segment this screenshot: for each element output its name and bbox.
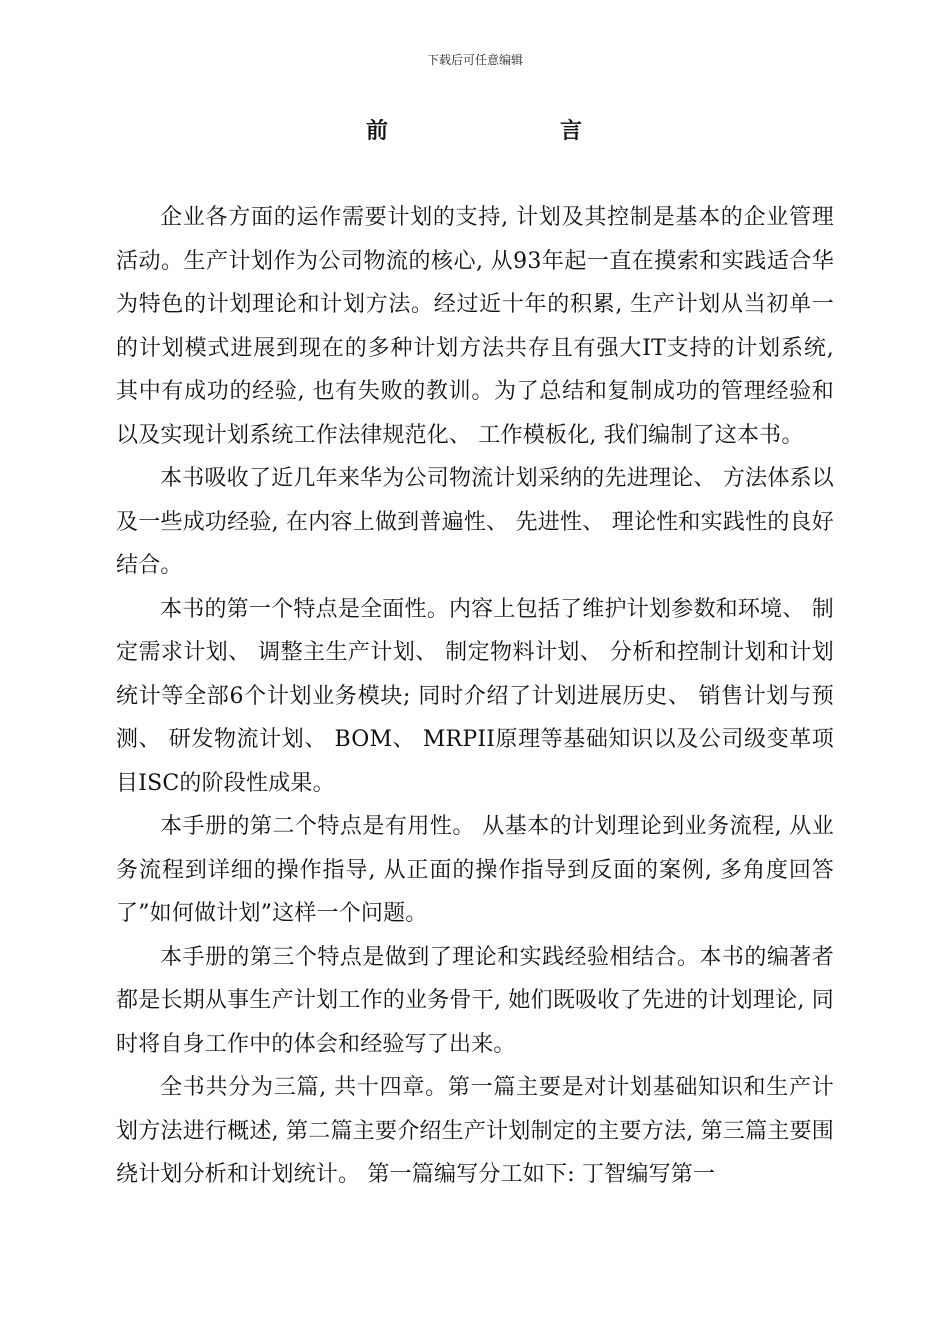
- paragraph-3: 本书的第一个特点是全面性。内容上包括了维护计划参数和环境、 制定需求计划、 调整主生产计划、 制定物料计划、 分析和控制计划和计划统计等全部6个计划业务模块; 同时介绍了计划进展历史、 销售计划与预测、 研发物流计划、 BOM、 MRPII原理等基础知识以及公司级变革项目ISC的阶段性成果。: [116, 596, 834, 796]
- paragraph-1: 企业各方面的运作需要计划的支持, 计划及其控制是基本的企业管理活动。生产计划作为公司物流的核心, 从93年起一直在摸索和实践适合华为特色的计划理论和计划方法。经过近十年的积累, 生产计划从当初单一的计划模式进展到现在的多种计划方法共存且有强大IT支持的计划系统, 其中有成功的经验, 也有失败的教训。为了总结和复制成功的管理经验和以及实现计划系统工作法律规范化、 工作模板化, 我们编制了这本书。: [116, 205, 834, 448]
- header-note: 下载后可任意编辑: [426, 53, 523, 67]
- page-title: [0, 117, 950, 149]
- paragraph-5: 本手册的第三个特点是做到了理论和实践经验相结合。本书的编著者都是长期从事生产计划工作的业务骨干, 她们既吸收了先进的计划理论, 同时将自身工作中的体会和经验写了出来。: [116, 944, 834, 1057]
- title-char-2: 言: [560, 119, 583, 144]
- paragraph-2: 本书吸收了近几年来华为公司物流计划采纳的先进理论、 方法体系以及一些成功经验, 在内容上做到普遍性、 先进性、 理论性和实践性的良好结合。: [116, 466, 834, 578]
- title-char-1: 前: [366, 119, 389, 144]
- document-body: [116, 196, 834, 1197]
- paragraph-4: 本手册的第二个特点是有用性。 从基本的计划理论到业务流程, 从业务流程到详细的操作指导, 从正面的操作指导到反面的案例, 多角度回答了”如何做计划”这样一个问题。: [116, 814, 834, 926]
- paragraph-6: 全书共分为三篇, 共十四章。第一篇主要是对计划基础知识和生产计划方法进行概述, 第二篇主要介绍生产计划制定的主要方法, 第三篇主要围绕计划分析和计划统计。 第一篇编写分工如下: 丁智编写第一: [116, 1075, 834, 1187]
